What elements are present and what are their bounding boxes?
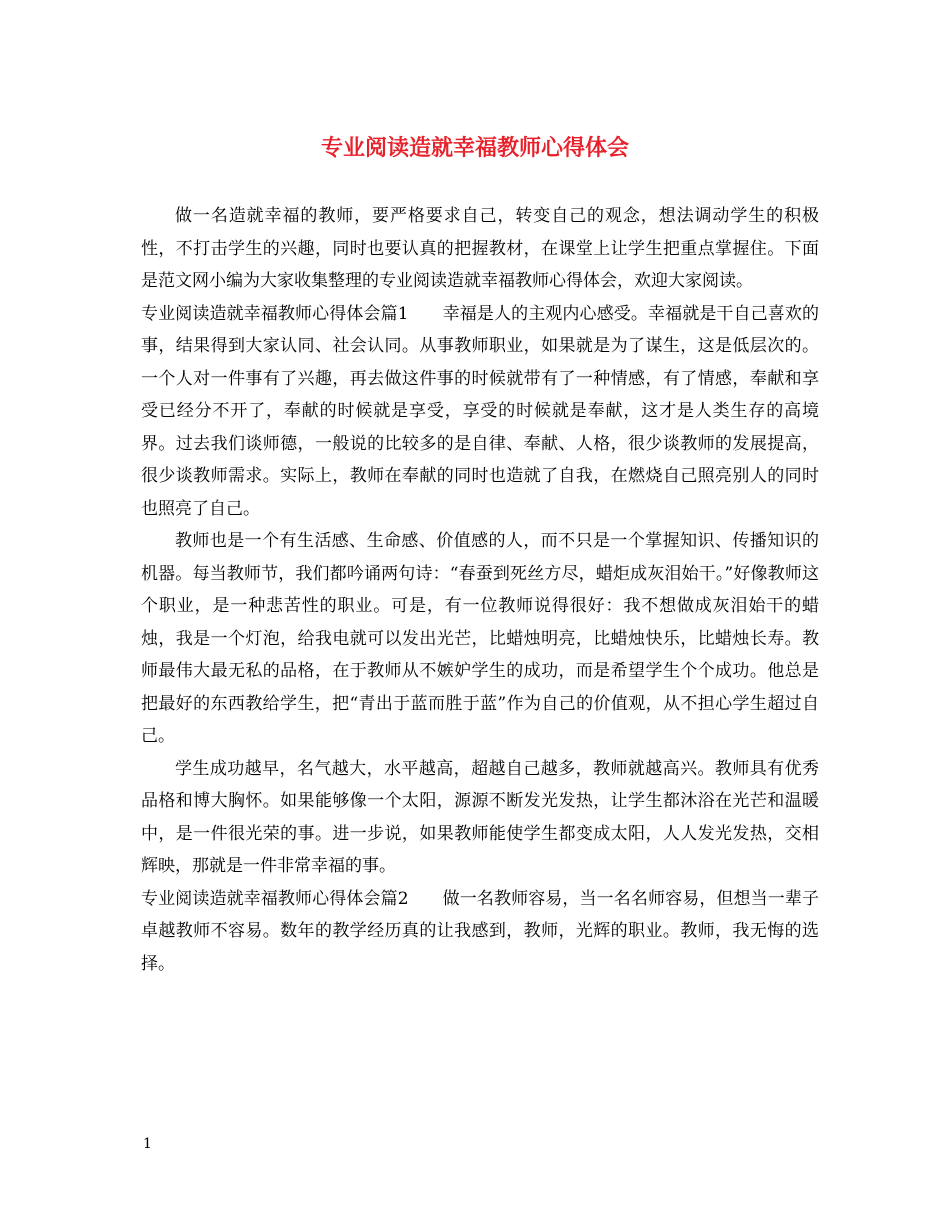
page-number: 1 — [143, 1136, 152, 1152]
section-1-paragraph — [141, 298, 819, 526]
intro-paragraph: 做一名造就幸福的教师，要严格要求自己，转变自己的观念，想法调动学生的积极性，不打击学生的兴趣，同时也要认真的把握教材，在课堂上让学生把重点掌握住。下面是范文网小编为大家收集整理的专业阅读造就幸福教师心得体会，欢迎大家阅读。 — [141, 206, 819, 291]
paragraph-2: 教师也是一个有生活感、生命感、价值感的人，而不只是一个掌握知识、传播知识的机器。每当教师节，我们都吟诵两句诗：“春蚕到死丝方尽，蜡炬成灰泪始干。”好像教师这个职业，是一种悲苦性的职业。可是，有一位教师说得很好：我不想做成灰泪始干的蜡烛，我是一个灯泡，给我电就可以发出光芒，比蜡烛明亮，比蜡烛快乐，比蜡烛长寿。教师最伟大最无私的品格，在于教师从不嫉妒学生的成功，而是希望学生个个成功。他总是把最好的东西教给学生，把“青出于蓝而胜于蓝”作为自己的价值观，从不担心学生超过自己。 — [141, 531, 819, 746]
section-2-text: 做一名教师容易，当一名名师容易，但想当一辈子卓越教师不容易。数年的教学经历真的让我感到，教师，光辉的职业。教师，我无悔的选择。 — [141, 888, 819, 974]
document-title: 专业阅读造就幸福教师心得体会 — [320, 135, 629, 161]
section-1-heading: 专业阅读造就幸福教师心得体会篇1 — [141, 303, 409, 324]
section-2-heading: 专业阅读造就幸福教师心得体会篇2 — [141, 888, 409, 909]
section-2-paragraph — [141, 883, 819, 981]
paragraph-3: 学生成功越早，名气越大，水平越高，超越自己越多，教师就越高兴。教师具有优秀品格和博大胸怀。如果能够像一个太阳，源源不断发光发热，让学生都沐浴在光芒和温暖中，是一件很光荣的事。进一步说，如果教师能使学生都变成太阳，人人发光发热，交相辉映，那就是一件非常幸福的事。 — [141, 758, 819, 876]
section-1-text: 幸福是人的主观内心感受。幸福就是干自己喜欢的事，结果得到大家认同、社会认同。从事教师职业，如果就是为了谋生，这是低层次的。一个人对一件事有了兴趣，再去做这件事的时候就带有了一种情感，有了情感，奉献和享受已经分不开了，奉献的时候就是享受，享受的时候就是奉献，这才是人类生存的高境界。过去我们谈师德，一般说的比较多的是自律、奉献、人格，很少谈教师的发展提高，很少谈教师需求。实际上，教师在奉献的同时也造就了自我，在燃烧自己照亮别人的同时也照亮了自己。 — [141, 303, 819, 519]
document-body — [141, 200, 819, 980]
